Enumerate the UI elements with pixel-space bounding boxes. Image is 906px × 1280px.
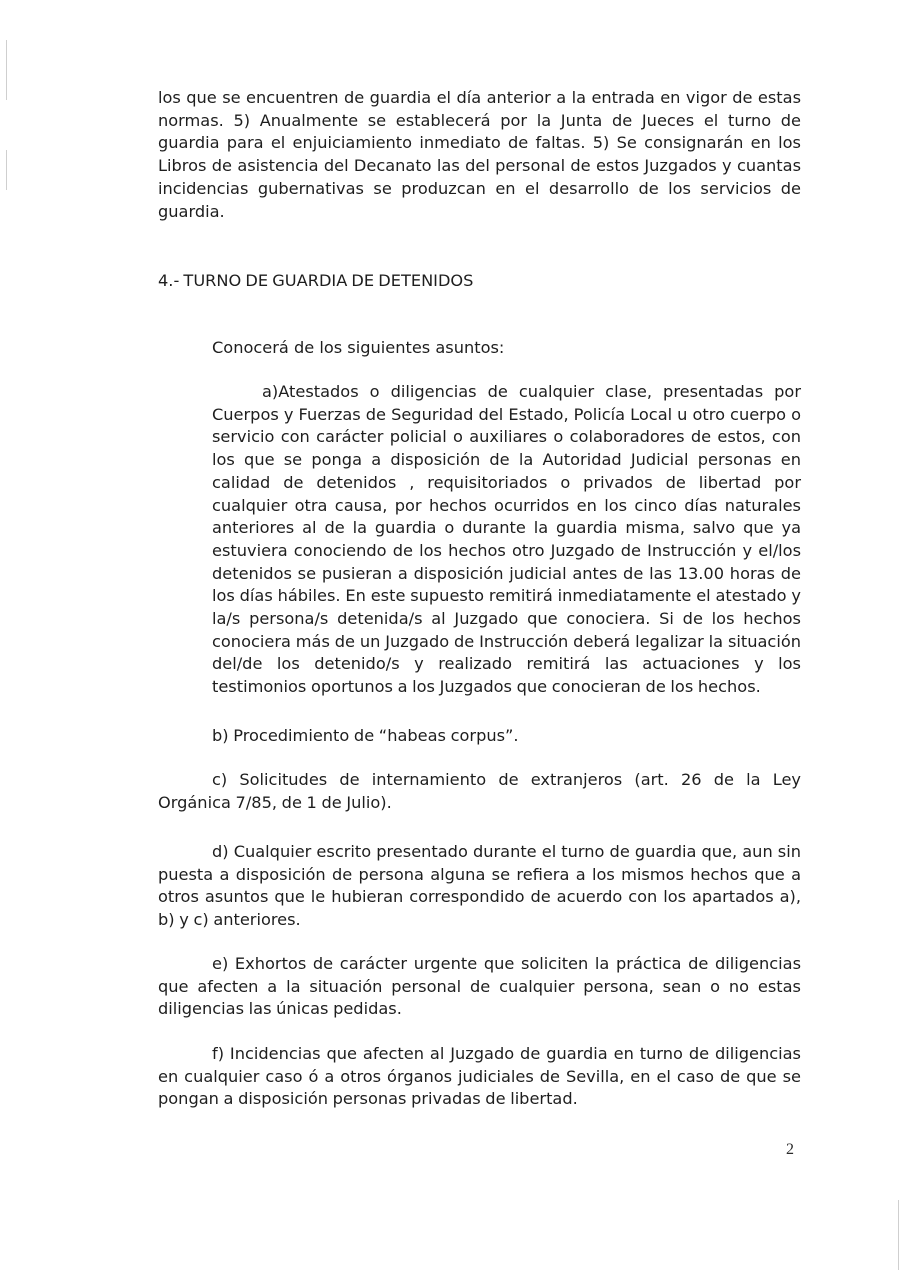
list-item-b: b) Procedimiento de “habeas corpus”. <box>212 726 519 745</box>
section-heading: 4.- TURNO DE GUARDIA DE DETENIDOS <box>158 271 474 290</box>
list-item-d: d) Cualquier escrito presentado durante el turno de guardia que, aun sin puesta a disposición de persona alguna se refiera a los mismos hechos que a otros asuntos que le hubieran correspondido de acuerdo con los apartados a), b) y c) anteriores. <box>158 842 801 930</box>
section-intro: Conocerá de los siguientes asuntos: <box>212 338 505 357</box>
scan-edge-mark <box>898 1200 899 1270</box>
page-number: 2 <box>786 1141 794 1158</box>
scan-edge-mark <box>6 40 7 100</box>
list-item-a: a)Atestados o diligencias de cualquier clase, presentadas por Cuerpos y Fuerzas de Seguridad del Estado, Policía Local u otro cuerpo o servicio con carácter policial o auxiliares o colaboradores de estos, con los que se ponga a disposición de la Autoridad Judicial personas en calidad de detenidos , requisitoriados o privados de libertad por cualquier otra causa, por hechos ocurridos en los cinco días naturales anteriores al de la guardia o durante la guardia misma, salvo que ya estuviera conociendo de los hechos otro Juzgado de Instrucción y el/los detenidos se pusieran a disposición judicial antes de las 13.00 horas de los días hábiles. En este supuesto remitirá inmediatamente el atestado y la/s persona/s detenida/s al Juzgado que conociera. Si de los hechos conociera más de un Juzgado de Instrucción deberá legalizar la situación del/de los detenido/s y realizado remitirá las actuaciones y los testimonios oportunos a los Juzgados que conocieran de los hechos. <box>212 382 801 697</box>
list-item-c: c) Solicitudes de internamiento de extranjeros (art. 26 de la Ley Orgánica 7/85, de 1 de Julio). <box>158 770 801 812</box>
list-item-e: e) Exhortos de carácter urgente que soliciten la práctica de diligencias que afecten a la situación personal de cualquier persona, sean o no estas diligencias las únicas pedidas. <box>158 954 801 1019</box>
list-item-f: f) Incidencias que afecten al Juzgado de guardia en turno de diligencias en cualquier caso ó a otros órganos judiciales de Sevilla, en el caso de que se pongan a disposición personas privadas de libertad. <box>158 1044 801 1109</box>
top-paragraph: los que se encuentren de guardia el día anterior a la entrada en vigor de estas normas. 5) Anualmente se establecerá por la Junta de Jueces el turno de guardia para el enjuiciamiento inmediato de faltas. 5) Se consignarán en los Libros de asistencia del Decanato las del personal de estos Juzgados y cuantas incidencias gubernativas se produzcan en el desarrollo de los servicios de guardia. <box>158 88 801 221</box>
scan-edge-mark <box>6 150 7 190</box>
